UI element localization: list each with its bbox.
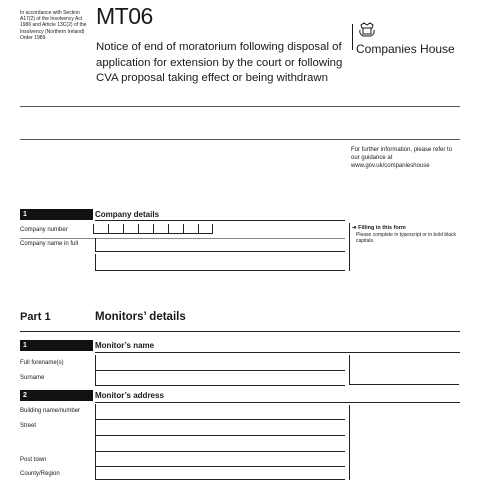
forename-input[interactable] <box>95 355 345 371</box>
digit-box[interactable] <box>138 224 153 234</box>
section-rule <box>95 220 345 221</box>
company-name-input-line-2[interactable] <box>95 254 345 271</box>
county-input[interactable] <box>95 467 345 480</box>
county-label: County/Region <box>20 471 60 477</box>
digit-box[interactable] <box>168 224 183 234</box>
header-divider <box>20 106 460 107</box>
company-number-input[interactable] <box>93 224 213 236</box>
surname-label: Surname <box>20 375 45 381</box>
section-number: 2 <box>20 390 93 401</box>
building-input[interactable] <box>95 404 345 420</box>
section-heading-company-details: Company details <box>95 210 160 219</box>
part-label: Part 1 <box>20 311 51 323</box>
section-heading-monitor-address: Monitor’s address <box>95 391 164 400</box>
brand-divider <box>352 24 353 50</box>
digit-box[interactable] <box>108 224 123 234</box>
form-title: Notice of end of moratorium following disposal of application for extension by the court or following CVA proposal taking effect or being withdrawn <box>96 41 343 84</box>
guidance-divider <box>20 139 460 140</box>
section-rule <box>95 352 460 353</box>
note-bar <box>349 223 350 271</box>
section-number: 1 <box>20 340 93 351</box>
filling-note-text: Please complete in typescript or in bold black capitals. <box>356 232 457 244</box>
company-name-input[interactable] <box>95 238 345 252</box>
filling-note-title: ➔ Filling in this form <box>352 225 406 231</box>
street-label: Street <box>20 423 37 429</box>
digit-box[interactable] <box>183 224 198 234</box>
digit-box[interactable] <box>93 224 108 234</box>
surname-input[interactable] <box>95 371 345 386</box>
section-rule <box>95 402 460 403</box>
section-number: 1 <box>20 209 93 220</box>
street-input[interactable] <box>95 420 345 436</box>
digit-box[interactable] <box>198 224 213 234</box>
post-town-label: Post town <box>20 457 47 463</box>
crest-icon <box>358 22 376 43</box>
side-note-box <box>349 355 459 385</box>
legal-reference-note: In accordance with Section A17(2) of the Insolvency Act 1986 and Article 13C(2) of the Insolvency (Northern Ireland) Order 1989. <box>20 10 87 41</box>
brand-name: Companies House <box>356 42 455 56</box>
building-label: Building name/number <box>20 408 81 414</box>
digit-box[interactable] <box>123 224 138 234</box>
street-input-line-2[interactable] <box>95 436 345 452</box>
form-code: MT06 <box>96 3 153 29</box>
company-number-label: Company number <box>20 227 68 233</box>
guidance-text: For further information, please refer to our guidance at www.gov.uk/companieshouse <box>351 147 453 169</box>
digit-box[interactable] <box>153 224 168 234</box>
part-heading: Monitors’ details <box>95 311 186 323</box>
section-heading-monitor-name: Monitor’s name <box>95 341 155 350</box>
side-note-box <box>349 405 459 480</box>
company-name-label: Company name in full <box>20 241 79 247</box>
post-town-input[interactable] <box>95 452 345 467</box>
part-rule <box>20 331 460 332</box>
forename-label: Full forename(s) <box>20 360 64 366</box>
